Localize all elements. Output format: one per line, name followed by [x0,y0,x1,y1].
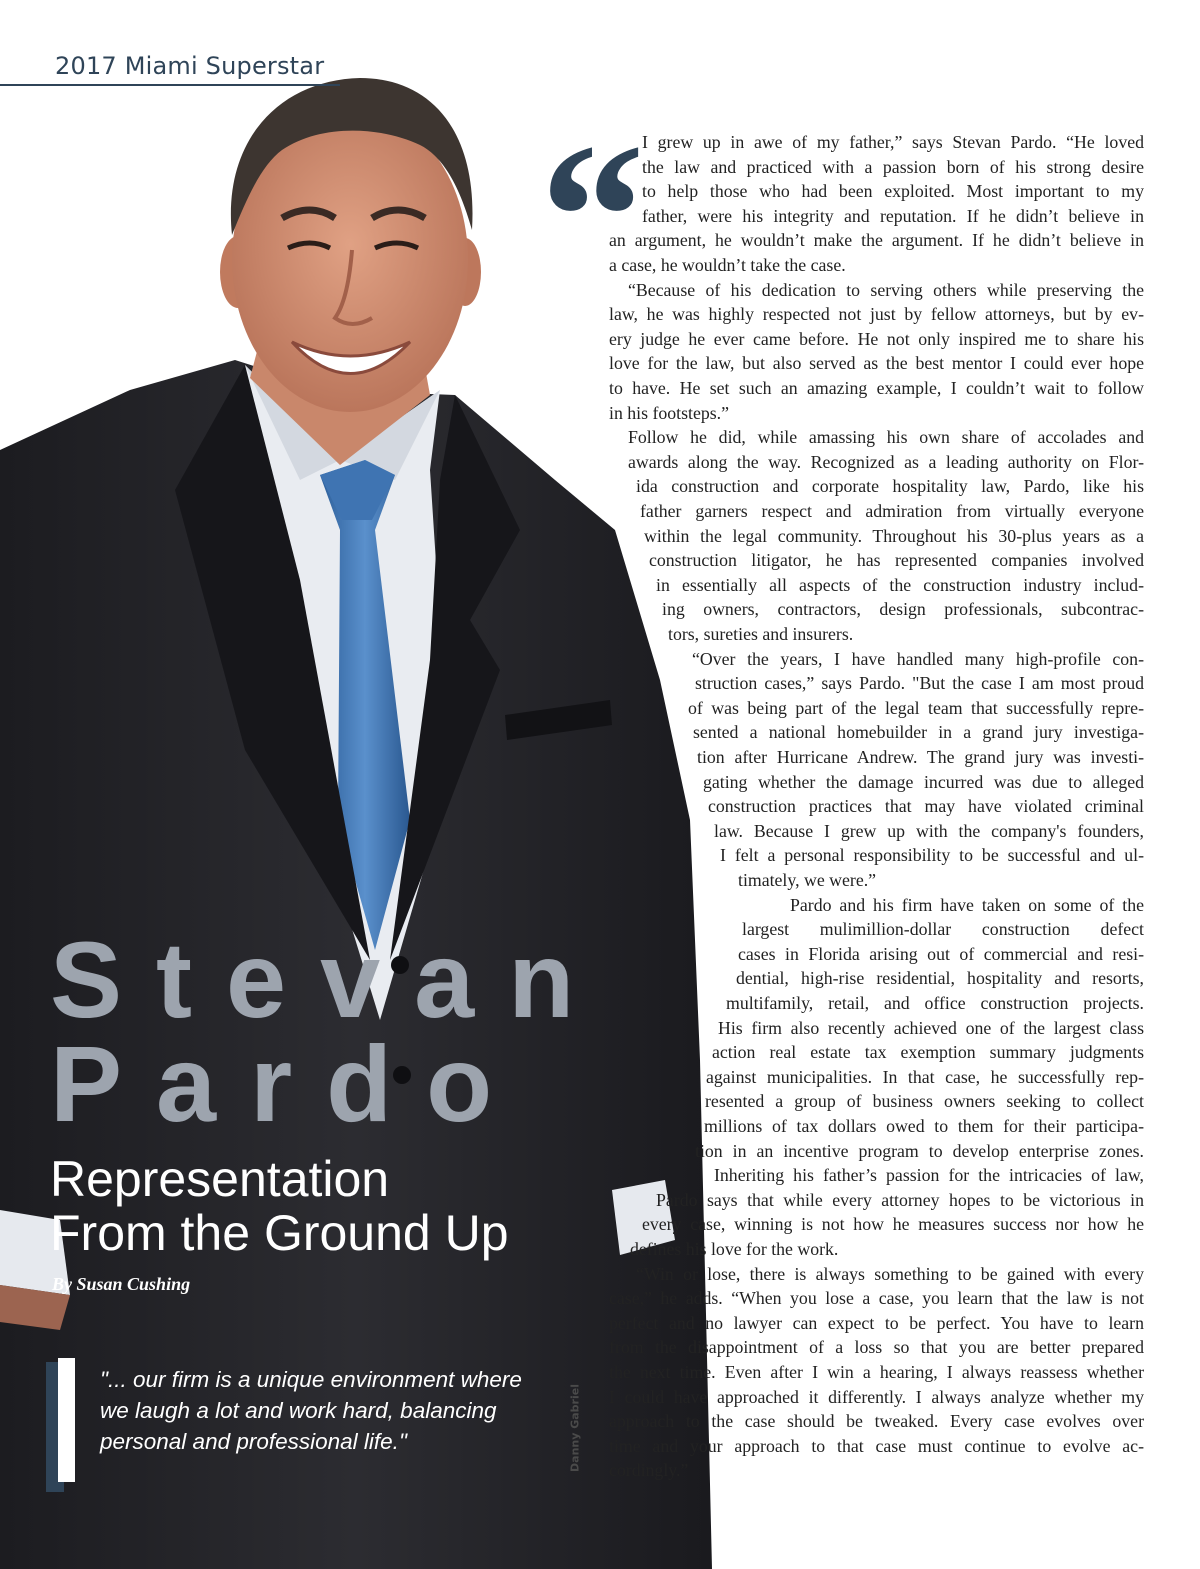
article-line: love for the law, but also served as the best mentor I could ever hope [609,353,1144,374]
article-line: to help those who had been exploited. Most important to my [642,181,1144,202]
section-label: 2017 Miami Superstar [55,52,325,80]
article-line: construction litigator, he has represented companies involved [649,550,1144,571]
article-line: I could have approached it differently. I always analyze whether my [609,1386,1144,1407]
article-line: Pardo says that while every attorney hopes to be victorious in [656,1189,1144,1210]
first-name: Stevan [50,919,609,1040]
article-line: time and your approach to that case must continue to evolve ac- [609,1435,1144,1456]
article-line: father garners respect and admiration from virtually everyone [640,501,1144,521]
article-line: awards along the way. Recognized as a leading authority on Flor- [628,451,1144,472]
open-quote-mark: “ [540,101,645,333]
article-subtitle [50,1152,509,1260]
article-line: law, he was highly respected not just by fellow attorneys, but by ev- [609,304,1144,325]
article-line: an argument, he wouldn’t make the argument. If he didn’t believe in [609,230,1144,251]
pull-quote-bar-highlight [58,1358,75,1482]
article-line: tion in an incentive program to develop enterprise zones. [695,1140,1144,1161]
article-line: tion after Hurricane Andrew. The grand jury was investi- [697,747,1144,767]
article-line: Inheriting his father’s passion for the intricacies of law, [714,1165,1144,1186]
article-line: of was being part of the legal team that successfully repre- [688,697,1144,718]
article-line: largest mulimillion-dollar construction defect [742,919,1144,940]
photo-credit: Danny Gabriel [568,1384,582,1472]
last-name: Pardo [50,1023,527,1144]
article-line: resented a group of business owners seeking to collect [705,1091,1144,1112]
article-line: construction practices that may have violated criminal [708,796,1144,817]
pull-quote [100,1364,550,1457]
article-line: I felt a personal responsibility to be successful and ul- [720,845,1144,866]
article-line: tors, sureties and insurers. [668,624,854,644]
article-line: timately, we were.” [738,870,877,890]
article-line: defines his love for the work. [630,1239,839,1259]
article-line: sented a national homebuilder in a grand jury investiga- [693,722,1144,743]
byline: By Susan Cushing [52,1274,191,1294]
article-line: “Over the years, I have handled many high-profile con- [692,648,1144,669]
pull-quote-line-3: personal and professional life." [100,1429,407,1454]
pull-quote-line-1: "... our firm is a unique environment where [100,1367,522,1392]
article-line: His firm also recently achieved one of the largest class [718,1017,1144,1038]
article-line: “Win or lose, there is always something to be gained with every [636,1263,1144,1284]
article-line: Pardo and his firm have taken on some of the [790,894,1144,915]
article-line: multifamily, retail, and office construction projects. [726,993,1144,1013]
article-line: the next time. Even after I win a hearing, I always reassess whether [609,1362,1144,1382]
article-line: in his footsteps.” [609,402,730,423]
article-line: to have. He set such an amazing example, I couldn’t wait to follow [609,378,1144,398]
article-line: in essentially all aspects of the construction industry includ- [656,574,1144,595]
subtitle-line-1: Representation [50,1151,390,1207]
article-line: action real estate tax exemption summary judgments [712,1042,1144,1063]
article-line: a case, he wouldn’t take the case. [609,255,846,275]
header-rule [0,84,340,86]
article-line: perfect and no lawyer can expect to be perfect. You have to learn [609,1312,1144,1333]
article-line: against municipalities. In that case, he successfully rep- [706,1066,1144,1087]
article-line: law. Because I grew up with the company's founders, [714,820,1144,841]
article-line: from the disappointment of a loss so that you are better prepared [609,1337,1144,1358]
article-line: I grew up in awe of my father,” says Stevan Pardo. “He loved [642,132,1144,152]
article-line: millions of tax dollars owed to them for their participa- [704,1116,1144,1136]
article-line: ery judge he ever came before. He not only inspired me to share his [609,328,1144,349]
article-line: ida construction and corporate hospitality law, Pardo, like his [636,476,1144,497]
article-line: father, were his integrity and reputation. If he didn’t believe in [642,205,1144,226]
article-line: within the legal community. Throughout his 30-plus years as a [644,525,1144,546]
article-line: ing owners, contractors, design professionals, subcontrac- [662,599,1144,620]
article-line: cordingly.” [609,1460,689,1481]
article-line: “Because of his dedication to serving others while preserving the [628,279,1144,300]
article-line: every case, winning is not how he measures success nor how he [642,1214,1144,1235]
article-line: gating whether the damage incurred was due to alleged [703,771,1144,792]
article-line: approach to the case should be tweaked. Every case evolves over [609,1411,1144,1432]
article-line: dential, high-rise residential, hospitality and resorts, [736,968,1144,989]
article-line: Follow he did, while amassing his own share of accolades and [628,427,1144,448]
subtitle-line-2: From the Ground Up [50,1205,509,1261]
article-line: the law and practiced with a passion born of his strong desire [642,156,1144,177]
pull-quote-line-2: we laugh a lot and work hard, balancing [100,1398,497,1423]
article-line: case,” he adds. “When you lose a case, you learn that the law is not [609,1288,1144,1309]
article-line: struction cases,” says Pardo. "But the case I am most proud [695,673,1144,694]
article-line: cases in Florida arising out of commercial and resi- [738,943,1144,964]
